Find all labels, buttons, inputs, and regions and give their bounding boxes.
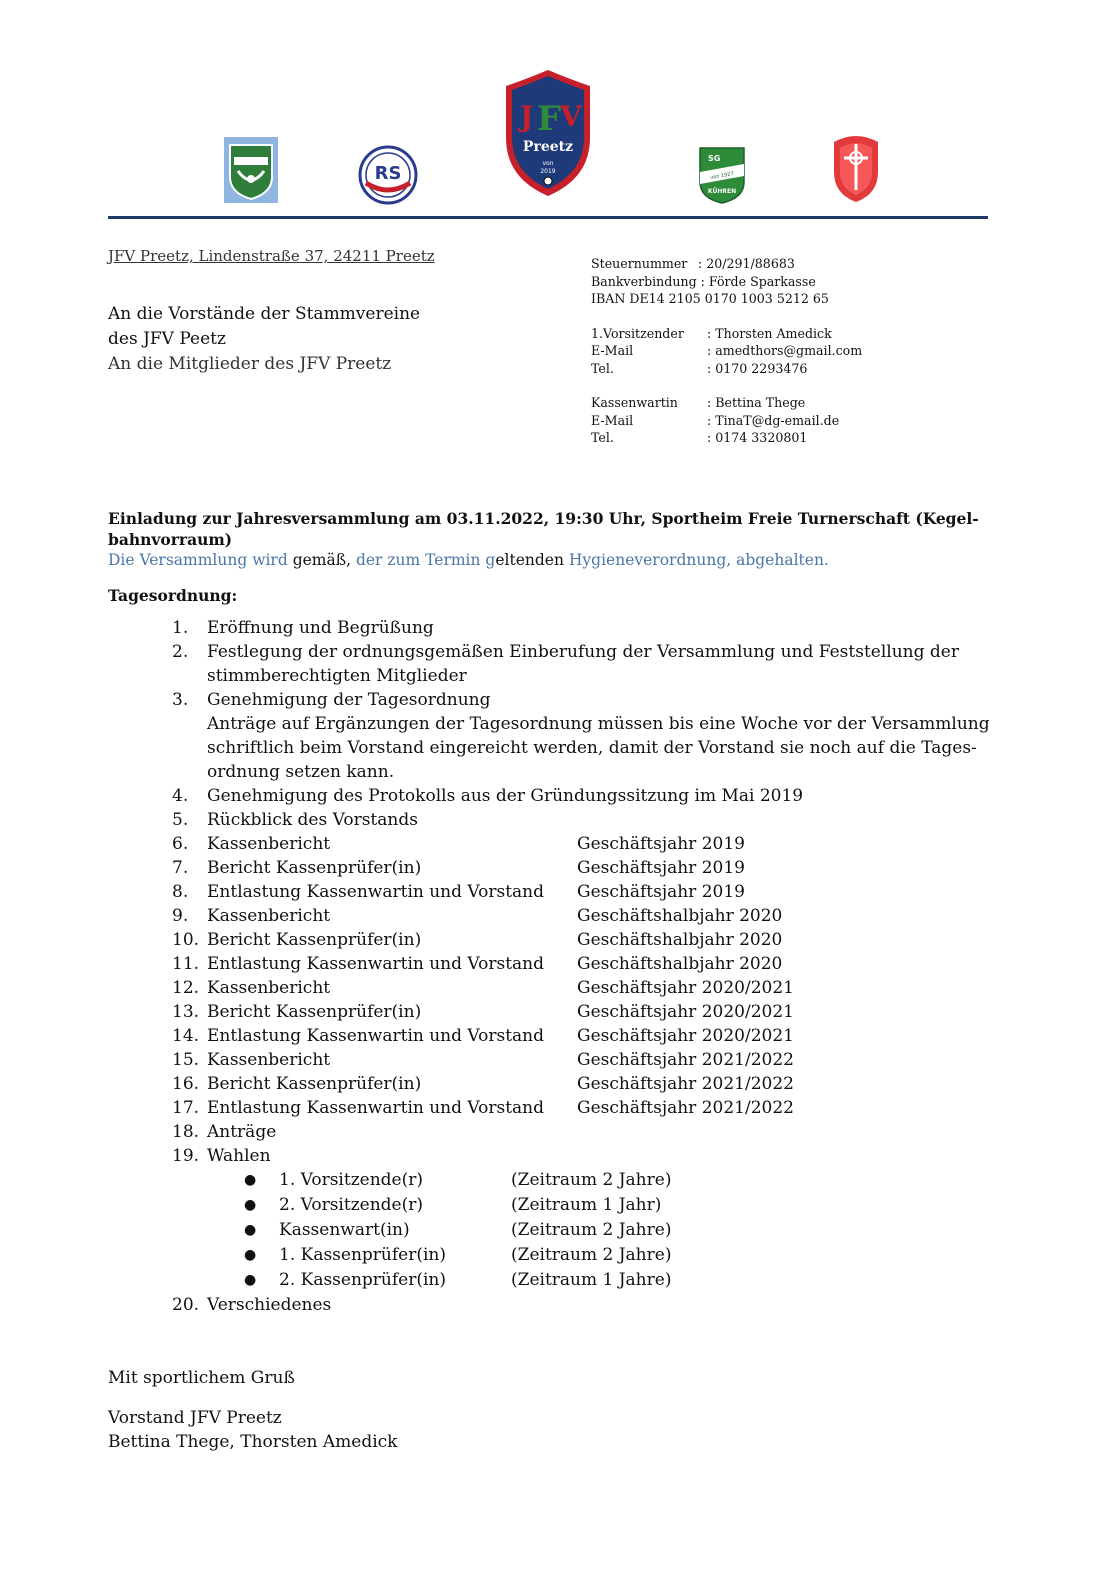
subject-heading: Einladung zur Jahresversammlung am 03.11.2022, 19:30 Uhr, Sportheim Freie Turnerschaft (Kegel-bahnvorraum): [108, 509, 979, 549]
agenda-item: 6. Kassenbericht Geschäftsjahr 2019: [172, 834, 745, 854]
svg-text:von: von: [542, 160, 554, 167]
agenda-list: [172, 616, 1032, 1317]
chair-tel-row: Tel. : 0170 2293476: [591, 360, 808, 376]
svg-text:J: J: [520, 100, 534, 133]
bullet-icon: ●: [244, 1197, 257, 1213]
bullet-icon: ●: [244, 1247, 257, 1263]
tax-number-row: Steuernummer : 20/291/88683: [591, 256, 795, 271]
agenda-period: Geschäftsjahr 2019: [577, 858, 745, 878]
election-item: ● 1. Vorsitzende(r) (Zeitraum 2 Jahre): [207, 1168, 1032, 1193]
agenda-item: 12. Kassenbericht Geschäftsjahr 2020/2021: [172, 978, 794, 998]
agenda-item: 5. Rückblick des Vorstands: [172, 810, 418, 830]
header-rule: [108, 216, 988, 219]
agenda-item: 14. Entlastung Kassenwartin und Vorstand Geschäftsjahr 2020/2021: [172, 1026, 794, 1046]
recipient-line-1: An die Vorstände der Stammvereine: [108, 304, 421, 324]
iban-row: IBAN DE14 2105 0170 1003 5212 65: [591, 291, 829, 306]
svg-text:2019: 2019: [540, 168, 556, 175]
agenda-period: Geschäftshalbjahr 2020: [577, 906, 783, 926]
agenda-item: 8. Entlastung Kassenwartin und Vorstand Geschäftsjahr 2019: [172, 882, 745, 902]
hygiene-note: Die Versammlung wird gemäß, der zum Termin geltenden Hygieneverordnung, abgehalten.: [108, 551, 829, 569]
svg-text:von 1927: von 1927: [709, 171, 735, 181]
agenda-item: 20. Verschiedenes: [172, 1295, 332, 1315]
club-logo-5: [828, 128, 884, 204]
agenda-period: Geschäftsjahr 2019: [577, 834, 745, 854]
agenda-item: 17. Entlastung Kassenwartin und Vorstand Geschäftsjahr 2021/2022: [172, 1098, 794, 1118]
sg-kuehren-logo: [698, 146, 746, 204]
closing-names: Bettina Thege, Thorsten Amedick: [108, 1432, 398, 1452]
treasurer-row: Kassenwartin : Bettina Thege: [591, 395, 806, 410]
agenda-item: 4. Genehmigung des Protokolls aus der Gründungssitzung im Mai 2019: [172, 786, 804, 806]
agenda-item: 15. Kassenbericht Geschäftsjahr 2021/2022: [172, 1050, 794, 1070]
sender-line: JFV Preetz, Lindenstraße 37, 24211 Preetz: [108, 247, 435, 265]
agenda-item: 18. Anträge: [172, 1122, 277, 1142]
svg-text:F: F: [537, 99, 562, 139]
agenda-period: Geschäftsjahr 2019: [577, 882, 745, 902]
agenda-period: Geschäftsjahr 2020/2021: [577, 978, 794, 998]
contact-info-block: [591, 255, 862, 447]
closing-greeting: Mit sportlichem Gruß: [108, 1368, 295, 1388]
agenda-item: 7. Bericht Kassenprüfer(in) Geschäftsjahr 2019: [172, 858, 745, 878]
chair-row: 1.Vorsitzender : Thorsten Amedick: [591, 325, 832, 341]
svg-text:KÜHREN: KÜHREN: [707, 188, 737, 195]
agenda-item: 2. Festlegung der ordnungsgemäßen Einberufung der Versammlung und Feststellung der stimmberechtigten Mitglieder: [172, 642, 959, 686]
recipient-line-3: An die Mitglieder des JFV Preetz: [108, 354, 392, 374]
agenda-period: Geschäftsjahr 2021/2022: [577, 1074, 794, 1094]
bullet-icon: ●: [244, 1222, 257, 1238]
agenda-item-detail: Anträge auf Ergänzungen der Tagesordnung müssen bis eine Woche vor der Versammlung schriftlich beim Vorstand eingereicht werden, damit der Vorstand sie noch auf die Tages-ordnung setzen kann.: [207, 714, 990, 782]
election-item: ● Kassenwart(in) (Zeitraum 2 Jahre): [207, 1218, 1032, 1243]
svg-text:V: V: [560, 100, 582, 133]
svg-text:RS: RS: [374, 163, 402, 184]
treasurer-email-row: E-Mail : TinaT@dg-email.de: [591, 412, 840, 428]
club-logo-2: [358, 145, 418, 205]
agenda-item: 19. Wahlen: [172, 1146, 271, 1166]
agenda-item: 3. Genehmigung der Tagesordnung Anträge auf Ergänzungen der Tagesordnung müssen bis eine Woche vor der Versammlung schriftlich beim Vorstand eingereicht werden, damit der Vorstand sie noch auf die Tages-ordnung setzen kann.: [172, 690, 990, 782]
agenda-item: 13. Bericht Kassenprüfer(in) Geschäftsjahr 2020/2021: [172, 1002, 794, 1022]
agenda-item: 1. Eröffnung und Begrüßung: [172, 618, 434, 638]
agenda-period: Geschäftsjahr 2020/2021: [577, 1002, 794, 1022]
agenda-item: 10. Bericht Kassenprüfer(in) Geschäftshalbjahr 2020: [172, 930, 783, 950]
svg-text:SG: SG: [708, 154, 721, 163]
agenda-period: Geschäftshalbjahr 2020: [577, 930, 783, 950]
agenda-item: 9. Kassenbericht Geschäftshalbjahr 2020: [172, 906, 783, 926]
agenda-period: Geschäftsjahr 2020/2021: [577, 1026, 794, 1046]
chair-email-row: E-Mail : amedthors@gmail.com: [591, 343, 863, 358]
jfv-preetz-crest: [502, 68, 594, 198]
election-item: ● 1. Kassenprüfer(in) (Zeitraum 2 Jahre): [207, 1243, 1032, 1268]
bullet-icon: ●: [244, 1272, 257, 1288]
bullet-icon: ●: [244, 1172, 257, 1188]
bank-row: Bankverbindung : Förde Sparkasse: [591, 273, 816, 289]
jfv-crest-text: Preetz: [522, 139, 574, 155]
agenda-period: Geschäftshalbjahr 2020: [577, 954, 783, 974]
election-item: ● 2. Vorsitzende(r) (Zeitraum 1 Jahr): [207, 1193, 1032, 1218]
club-logo-1: [224, 137, 278, 203]
agenda-item: 11. Entlastung Kassenwartin und Vorstand Geschäftshalbjahr 2020: [172, 954, 783, 974]
election-item: ● 2. Kassenprüfer(in) (Zeitraum 1 Jahre): [207, 1268, 1032, 1293]
recipient-line-2: des JFV Peetz: [108, 329, 226, 349]
treasurer-tel-row: Tel. : 0174 3320801: [591, 430, 808, 445]
agenda-item: 16. Bericht Kassenprüfer(in) Geschäftsjahr 2021/2022: [172, 1074, 794, 1094]
recipient-block: [108, 302, 420, 377]
election-list: [207, 1168, 1032, 1293]
agenda-title: Tagesordnung:: [108, 586, 238, 605]
agenda-period: Geschäftsjahr 2021/2022: [577, 1050, 794, 1070]
closing-org: Vorstand JFV Preetz: [108, 1408, 282, 1428]
agenda-period: Geschäftsjahr 2021/2022: [577, 1098, 794, 1118]
